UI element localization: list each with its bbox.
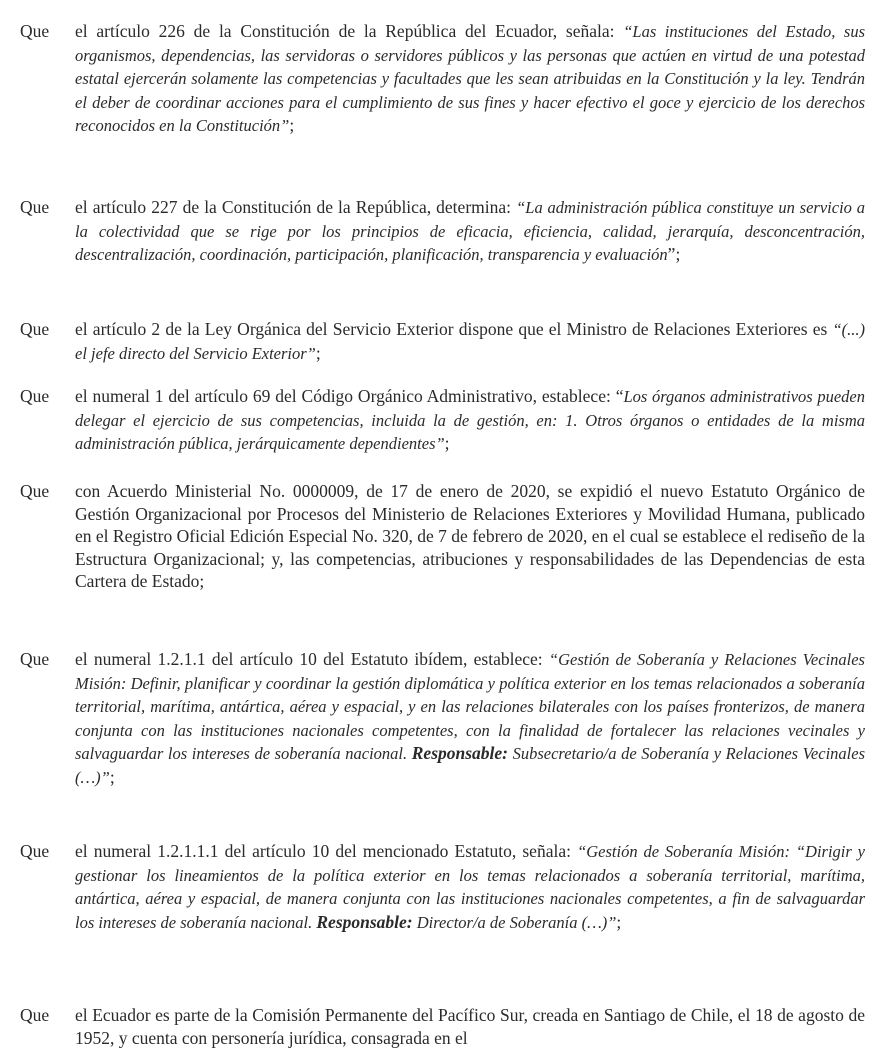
clause-tail: ; — [289, 115, 295, 136]
clause-text: el numeral 1.2.1.1 del artículo 10 del Estatuto ibídem, establece: — [75, 649, 549, 669]
clause-tail: ; — [444, 433, 450, 454]
clause-label: Que — [20, 21, 50, 41]
clause-text: el artículo 2 de la Ley Orgánica del Servicio Exterior dispone que el Ministro de Relaciones Exteriores es — [75, 319, 833, 339]
clause-body — [75, 20, 865, 138]
clause-text: el Ecuador es parte de la Comisión Permanente del Pacífico Sur, creada en Santiago de Chile, el 18 de agosto de 1952, y cuenta con personería jurídica, consagrada en el — [75, 1005, 865, 1048]
clause-body — [75, 196, 865, 267]
clause-quote: “Gestión de Soberanía y Relaciones Vecinales Misión: Definir, planificar y coordinar la gestión diplomática y política exterior en los temas relacionados a soberanía territorial, marítima, antártica, aérea y espacial, y en las relaciones bilaterales con los países fronterizos, de manera conjunta con las instituciones nacionales competentes, con la finalidad de fortalecer las relaciones vecinales y salvaguardar los intereses de soberanía nacional. — [75, 650, 865, 764]
clause-body — [75, 385, 865, 456]
clause-text: con Acuerdo Ministerial No. 0000009, de 17 de enero de 2020, se expidió el nuevo Estatuto Orgánico de Gestión Organizacional por Procesos del Ministerio de Relaciones Exteriores y Movilidad Humana, publicado en el Registro Oficial Edición Especial No. 320, de 7 de febrero de 2020, en el cual se establece el rediseño de la Estructura Organizacional; y, las competencias, atribuciones y responsabilidades de las Dependencias de esta Cartera de Estado; — [75, 481, 865, 592]
clause-tail: ; — [109, 766, 115, 787]
clause-tail: ”; — [667, 244, 681, 265]
clause-body — [75, 840, 865, 934]
responsable-label: Responsable: — [316, 911, 413, 932]
clause-label: Que — [20, 319, 50, 339]
clause-text: el numeral 1.2.1.1.1 del artículo 10 del mencionado Estatuto, señala: — [75, 841, 578, 861]
clause-tail: ; — [616, 911, 622, 932]
clause-text: el artículo 227 de la Constitución de la República, determina: — [75, 197, 517, 217]
clause-text: el numeral 1 del artículo 69 del Código Orgánico Administrativo, establece: “ — [75, 386, 624, 406]
clause-body — [75, 648, 865, 790]
clause-label: Que — [20, 197, 50, 217]
clause-quote: “Gestión de Soberanía Misión: “Dirigir y gestionar los lineamientos de la política exterior en los temas relacionados a soberanía territorial, marítima, antártica, aérea y espacial, de manera conjunta con las instituciones nacionales competentes, a fin de salvaguardar los intereses de soberanía nacional. — [75, 842, 866, 932]
clause-quote-continued: Subsecretario/a de Soberanía y Relaciones Vecinales (…)” — [75, 744, 865, 787]
clause-quote-continued: Director/a de Soberanía (…)” — [412, 912, 617, 932]
clause-quote: Los órganos administrativos pueden delegar el ejercicio de sus competencias, incluida la de gestión, en: 1. Otros órganos o entidades de la misma administración pública, jerárquicamente dependientes” — [75, 387, 865, 454]
clause-body — [75, 318, 865, 365]
clause-label: Que — [20, 386, 50, 406]
clause-label: Que — [20, 649, 50, 669]
responsable-label: Responsable: — [411, 743, 508, 764]
clause-tail: ; — [315, 342, 321, 363]
clause-body — [75, 1004, 865, 1049]
clause-body — [75, 480, 865, 593]
clause-quote: “La administración pública constituye un servicio a la colectividad que se rige por los principios de eficacia, eficiencia, calidad, jerarquía, desconcentración, descentralización, coordinación, participación, planificación, transparencia y evaluación — [75, 198, 865, 265]
clause-label: Que — [20, 481, 50, 501]
clause-quote: “(...) el jefe directo del Servicio Exterior” — [75, 320, 865, 363]
clause-text: el artículo 226 de la Constitución de la República del Ecuador, señala: — [75, 21, 624, 41]
clause-label: Que — [20, 1005, 50, 1025]
clause-quote: “Las instituciones del Estado, sus organismos, dependencias, las servidoras o servidores públicos y las personas que actúen en virtud de una potestad estatal ejercerán solamente las competencias y facultades que les sean atribuidas en la Constitución y la ley. Tendrán el deber de coordinar acciones para el cumplimiento de sus fines y hacer efectivo el goce y ejercicio de los derechos reconocidos en la Constitución” — [75, 22, 865, 136]
clause-label: Que — [20, 841, 50, 861]
